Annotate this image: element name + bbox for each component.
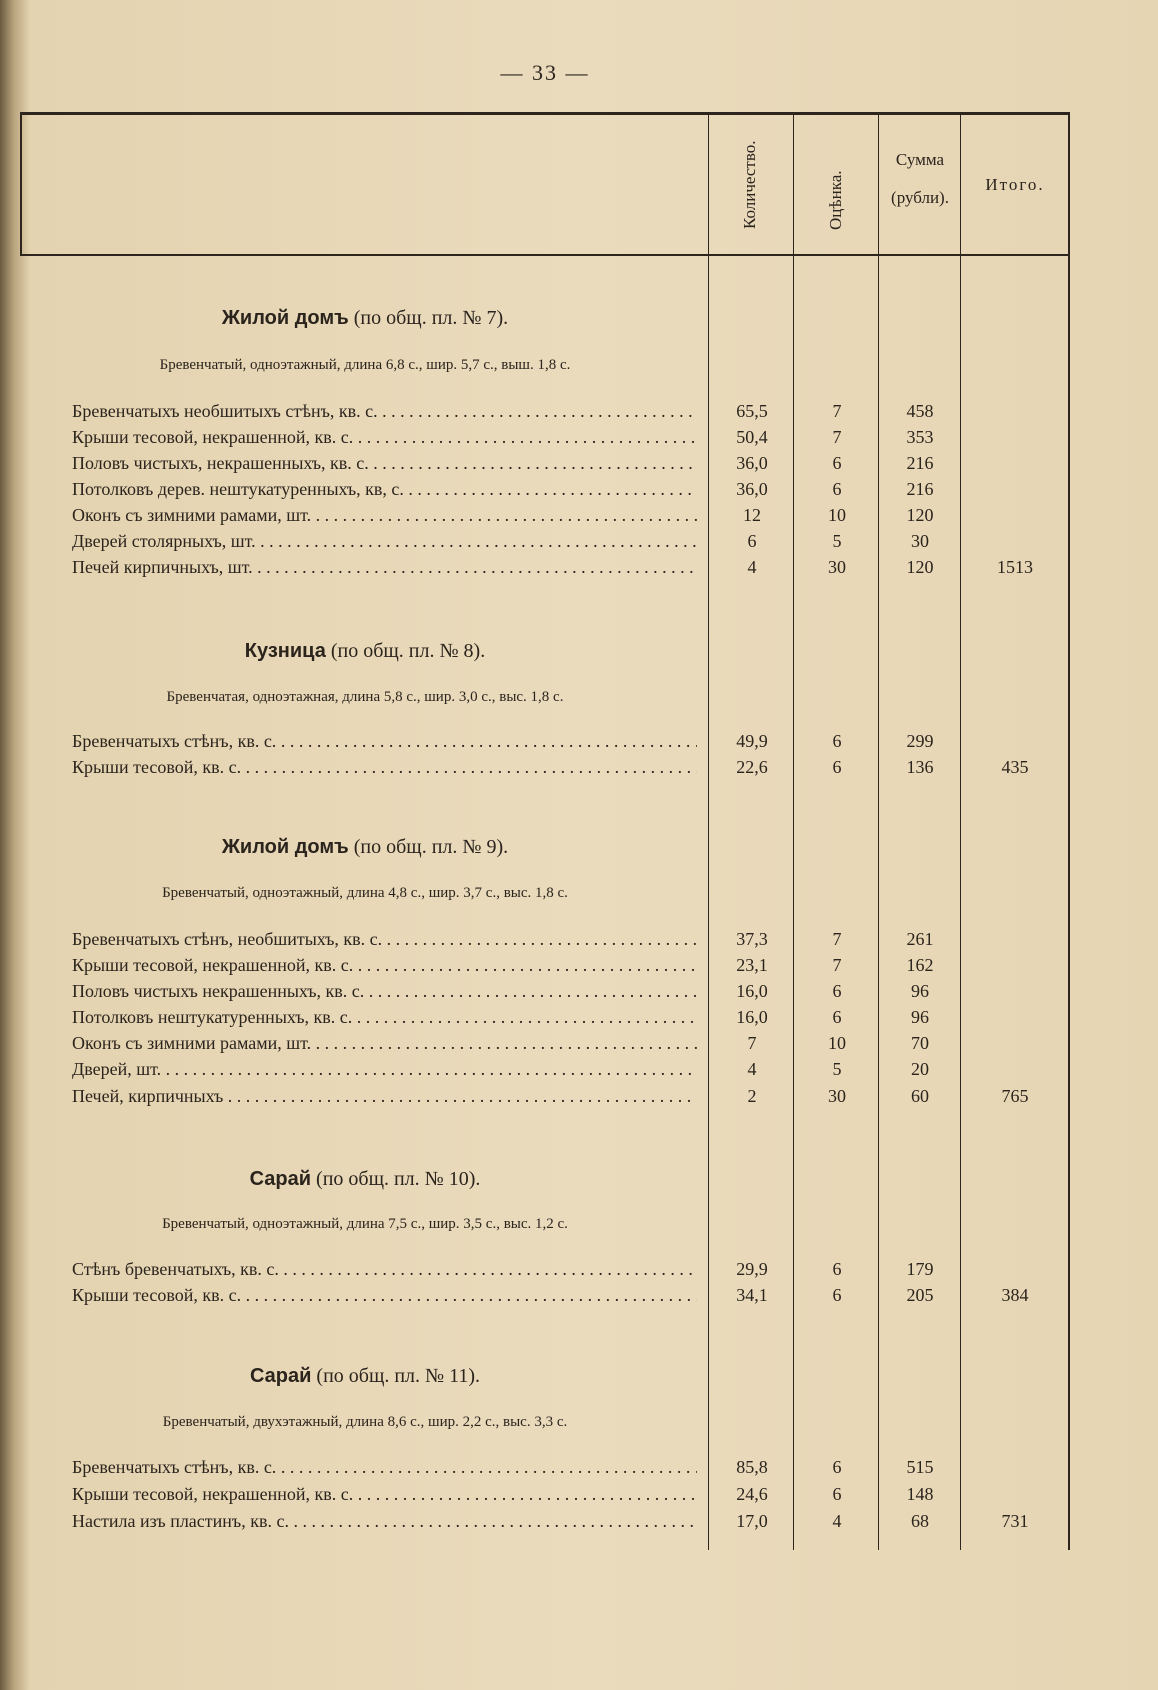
section-title: Жилой домъ (по общ. пл. № 9). [221, 836, 509, 858]
header-sum-line1: Сумма [895, 150, 945, 169]
section-description: Бревенчатая, одноэтажная, длина 5,8 с., шир. 3,0 с., выс. 1,8 с. [166, 689, 564, 705]
col-divider-qty [708, 115, 709, 1550]
section-description: Бревенчатый, двухэтажный, длина 8,6 с., шир. 2,2 с., выс. 3,3 с. [162, 1414, 568, 1430]
section-title: Жилой домъ (по общ. пл. № 7). [221, 307, 509, 329]
header-quantity: Количество. [740, 140, 759, 230]
page-number: — 33 — [500, 60, 590, 85]
header-sum-line2: (рубли). [891, 188, 949, 207]
section-title: Сарай (по общ. пл. № 10). [249, 1168, 481, 1190]
col-divider-rate [793, 115, 794, 1550]
col-divider-total [960, 115, 961, 1550]
header-total: Итого. [985, 175, 1045, 194]
section-title: Сарай (по общ. пл. № 11). [249, 1365, 481, 1387]
header-rate: Оцѣнка. [826, 170, 845, 230]
header-bottom-rule [20, 254, 1070, 256]
document-page: — 33 — Количество. Оцѣнка. Сумма (рубли). Итого. Жилой домъ (по общ. пл. № 7). Бревенчатый, одноэтажный, длина 6,8 с., шир. 5,7 с., выш. 1,8 с. Бревенчатыхъ необшитыхъ стѣнъ, кв. с. . . . 65,5 7 458 Крыши тесовой, некрашенной, кв. с. . . . 50,4 7 353 Половъ чистыхъ, некрашенныхъ, кв. с. . . . 36,0 6 216 Потолковъ дерев. нештукатуренныхъ, кв, с. . . . 36,0 6 216 Оконъ съ зимними рамами, шт. . . . 12 10 120 Дверей столярныхъ, шт. . . . 6 5 30 Печей кирпичныхъ, шт. . . . 4 30 120 1513 Кузница (по общ. пл. № 8). Бревенчатая, одноэтажная, длина 5,8 с., шир. 3,0 с., выс. 1,8 с. Бревенчатыхъ стѣнъ, кв. с. . . . 49,9 6 299 Крыши тесовой, кв. с. . . . 22,6 6 136 435 Жилой домъ (по общ. пл. № 9). Бревенчатый, одноэтажный, длина 4,8 с., шир. 3,7 с., выс. 1,8 с. Бревенчатыхъ стѣнъ, необшитыхъ, кв. с. . . . 37,3 7 261 Крыши тесовой, некрашенной, кв. с. . . . 23,1 7 162 Половъ чистыхъ некрашенныхъ, кв. с. . . . 16,0 6 96 Потолковъ нештукатуренныхъ, кв. с. . . . 16,0 6 96 Оконъ съ зимними рамами, шт. . . . 7 10 70 Дверей, шт. . . . 4 5 20 Печей, кирпичныхъ . . . 2 30 60 765 Сарай (по общ. пл. № 10). Бревенчатый, одноэтажный, длина 7,5 с., шир. 3,5 с., выс. 1,2 с. Стѣнъ бревенчатыхъ, кв. с. . . . 29,9 6 179 Крыши тесовой, кв. с. . . . 34,1 6 205 384 Сарай (по общ. пл. № 11). Бревенчатый, двухэтажный, длина 8,6 с., шир. 2,2 с., выс. 3,3 с. Бревенчатыхъ стѣнъ, кв. с. . . . 85,8 6 515 Крыши тесовой, некрашенной, кв. с. . . . 24,6 6 148 Настила изъ пластинъ, кв. с. . . . 17,0 4 68 731 [0, 0, 1158, 1690]
section-title: Кузница (по общ. пл. № 8). [244, 640, 486, 662]
col-divider-sum [878, 115, 879, 1550]
section-description: Бревенчатый, одноэтажный, длина 7,5 с., шир. 3,5 с., выс. 1,2 с. [162, 1216, 568, 1232]
right-border [1068, 112, 1070, 1550]
section-description: Бревенчатый, одноэтажный, длина 4,8 с., шир. 3,7 с., выс. 1,8 с. [162, 885, 568, 901]
table-top-rule [20, 112, 1070, 115]
header-sum [880, 145, 960, 213]
left-border [20, 112, 22, 256]
section-description: Бревенчатый, одноэтажный, длина 6,8 с., шир. 5,7 с., выш. 1,8 с. [159, 357, 571, 373]
